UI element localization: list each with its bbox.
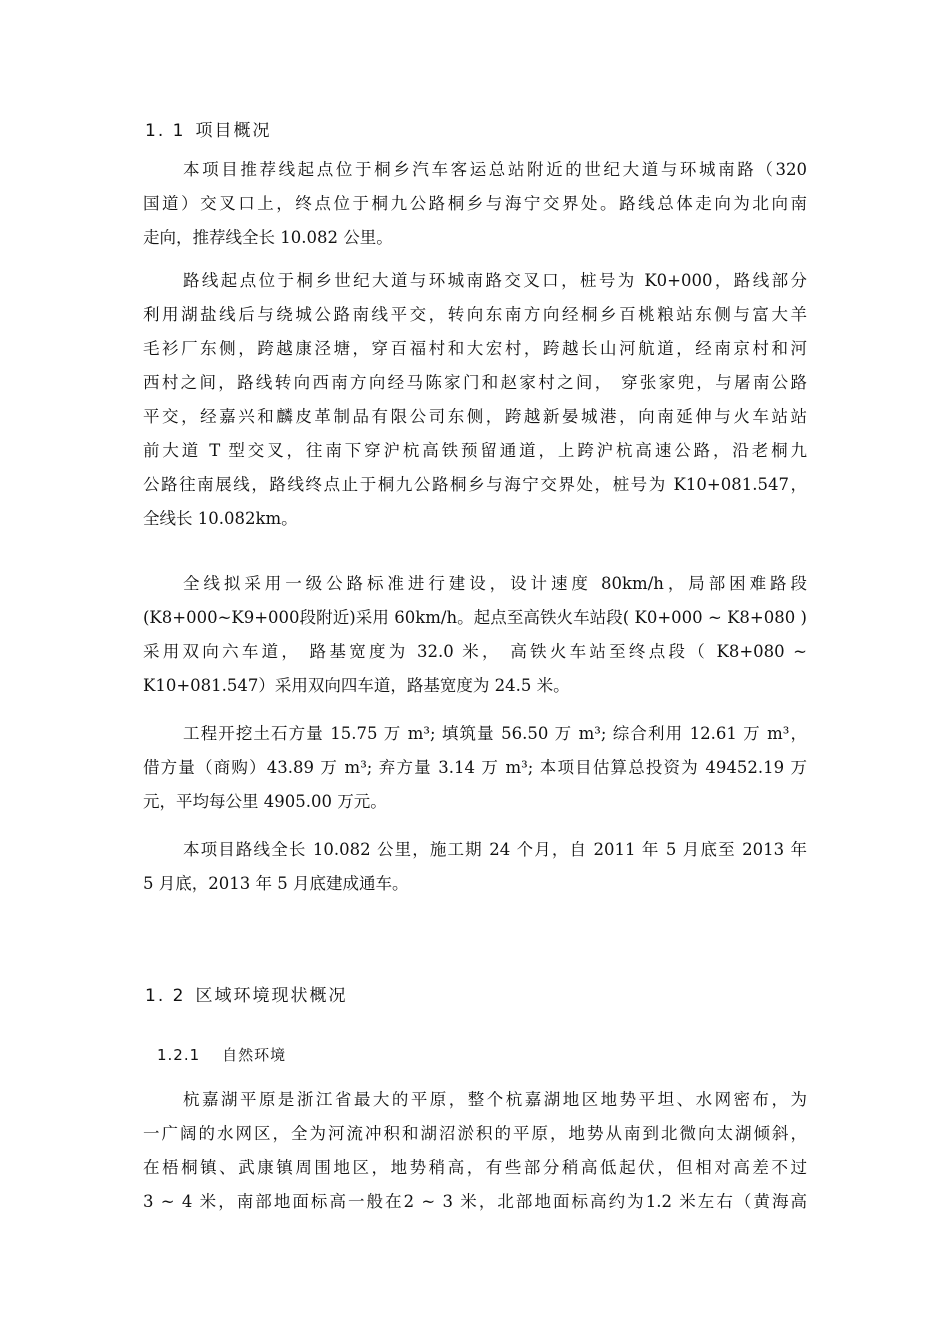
text-line: 公路往南展线，路线终点止于桐九公路桐乡与海宁交界处，桩号为 K10+081.547，: [143, 475, 807, 494]
text-line: 在梧桐镇、武康镇周围地区，地势稍高，有些部分稍高低起伏，但相对高差不过: [143, 1158, 807, 1177]
text-line: 走向，推荐线全长 10.082 公里。: [143, 228, 393, 247]
text-line: (K8+000~K9+000段附近)采用 60km/h。起点至高铁火车站段( K0+000 ~ K8+080 ): [143, 608, 807, 627]
text-line: 本项目路线全长 10.082 公里，施工期 24 个月，自 2011 年 5 月底至 2013 年: [183, 840, 807, 859]
text-line: 路线起点位于桐乡世纪大道与环城南路交叉口，桩号为 K0+000，路线部分: [183, 271, 807, 290]
text-line: 本项目推荐线起点位于桐乡汽车客运总站附近的世纪大道与环城南路（320: [183, 160, 807, 179]
text-line: 西村之间，路线转向西南方向经马陈家门和赵家村之间， 穿张家兜，与屠南公路: [143, 373, 807, 392]
section-heading-1-2: [145, 981, 347, 1006]
paragraph-5: [143, 833, 807, 901]
text-line: 全线长 10.082km。: [143, 509, 298, 528]
text-line: 前大道 T 型交叉，往南下穿沪杭高铁预留通道，上跨沪杭高速公路，沿老桐九: [143, 441, 807, 460]
paragraph-6: [143, 1083, 807, 1219]
text-line: 3 ~ 4 米，南部地面标高一般在2 ~ 3 米，北部地面标高约为1.2 米左右（黄海高: [143, 1192, 807, 1211]
text-line: 杭嘉湖平原是浙江省最大的平原，整个杭嘉湖地区地势平坦、水网密布，为: [183, 1090, 807, 1109]
text-line: 国道）交叉口上，终点位于桐九公路桐乡与海宁交界处。路线总体走向为北向南: [143, 194, 807, 213]
paragraph-2: [143, 264, 807, 536]
text-line: K10+081.547）采用双向四车道，路基宽度为 24.5 米。: [143, 676, 570, 695]
text-line: 利用湖盐线后与绕城公路南线平交，转向东南方向经桐乡百桃粮站东侧与富大羊: [143, 305, 807, 324]
subsection-number: 1.2.1: [157, 1046, 201, 1064]
text-line: 全线拟采用一级公路标准进行建设，设计速度 80km/h，局部困难路段: [183, 574, 807, 593]
text-line: 5 月底，2013 年 5 月底建成通车。: [143, 874, 409, 893]
text-line: 元，平均每公里 4905.00 万元。: [143, 792, 387, 811]
text-line: 工程开挖土石方量 15.75 万 m³; 填筑量 56.50 万 m³; 综合利用 12.61 万 m³，: [183, 724, 807, 743]
subsection-heading-1-2-1: [157, 1044, 286, 1065]
text-line: 借方量（商购）43.89 万 m³; 弃方量 3.14 万 m³; 本项目估算总投资为 49452.19 万: [143, 758, 807, 777]
paragraph-1: [143, 153, 807, 255]
section-title: 区域环境现状概况: [195, 986, 348, 1006]
paragraph-3: [143, 567, 807, 703]
paragraph-4: [143, 717, 807, 819]
section-number: 1. 1: [145, 121, 186, 141]
section-title: 项目概况: [195, 121, 272, 141]
section-heading-1-1: [145, 116, 271, 141]
section-number: 1. 2: [145, 986, 186, 1006]
text-line: 毛衫厂东侧，跨越康泾塘，穿百福村和大宏村，跨越长山河航道，经南京村和河: [143, 339, 807, 358]
text-line: 一广阔的水网区，全为河流冲积和湖沼淤积的平原，地势从南到北微向太湖倾斜，: [143, 1124, 807, 1143]
text-line: 平交，经嘉兴和麟皮革制品有限公司东侧，跨越新晏城港，向南延伸与火车站站: [143, 407, 807, 426]
text-line: 采用双向六车道， 路基宽度为 32.0 米， 高铁火车站至终点段（ K8+080 ~: [143, 642, 807, 661]
subsection-title: 自然环境: [222, 1046, 287, 1064]
